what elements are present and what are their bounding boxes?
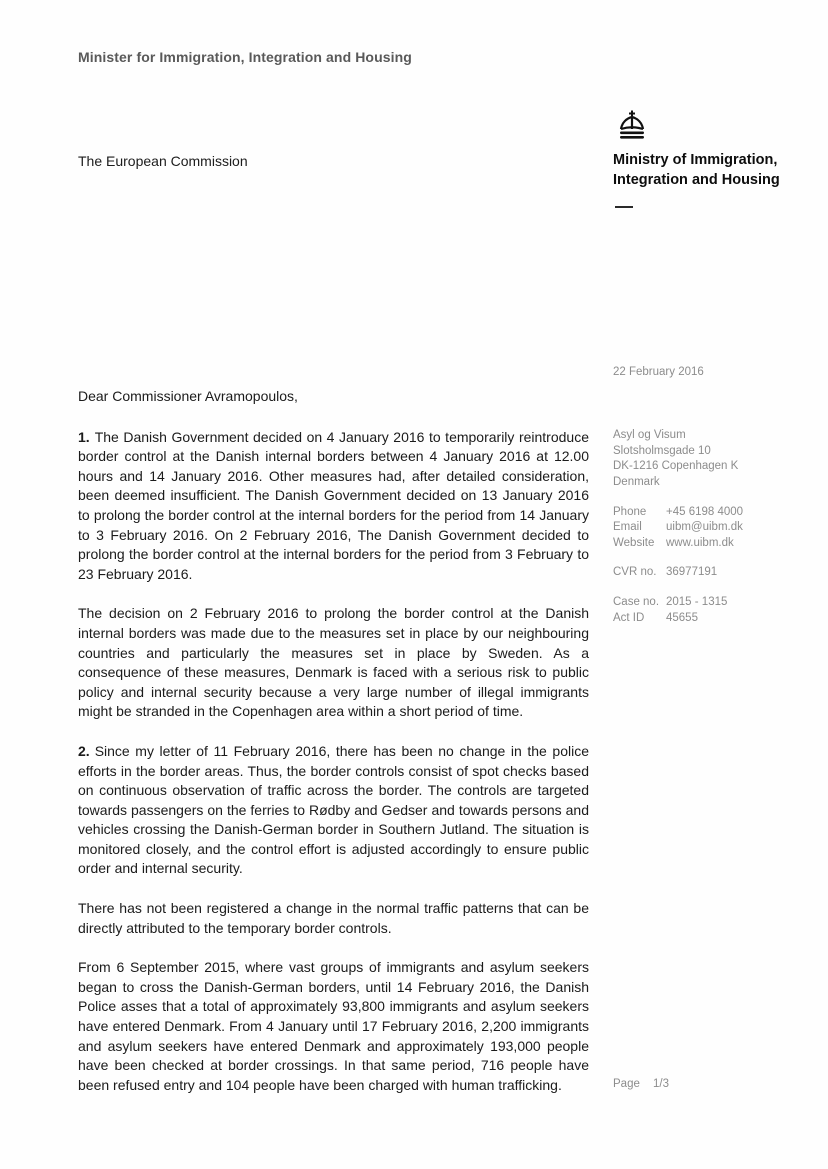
- paragraph-text: There has not been registered a change in the normal traffic patterns that can be directly attributed to the temporary border controls.: [78, 900, 589, 936]
- ministry-name-line1: Ministry of Immigration,: [613, 152, 778, 168]
- address-line: DK-1216 Copenhagen K: [613, 460, 739, 473]
- department-name: Asyl og Visum: [613, 429, 686, 441]
- contact-block: [613, 505, 798, 552]
- salutation: Dear Commissioner Avramopoulos,: [78, 388, 298, 404]
- ministry-name-line2: Integration and Housing: [613, 172, 780, 189]
- case-row: [613, 595, 798, 611]
- case-value: 2015 - 1315: [666, 596, 728, 608]
- paragraph-text: The Danish Government decided on 4 January 2016 to temporarily reintroduce border control at the Danish internal borders between 4 January 2016 at 12.00 hours and 14 January 2016. Other measures had, after detailed consideration, been deemed insufficient. The Danish Government decided on 13 January 2016 to prolong the border control at the internal borders for the period from 14 January to 3 February 2016. On 2 February 2016, The Danish Government decided to prolong the border control at the internal borders for the period from 3 February to 23 February 2016.: [78, 428, 589, 582]
- paragraph: [78, 604, 589, 722]
- contact-value: www.uibm.dk: [666, 536, 734, 549]
- sender-title: Minister for Immigration, Integration and Housing: [78, 49, 412, 65]
- letter-date: 22 February 2016: [613, 366, 704, 378]
- page-number-footer: [613, 1078, 669, 1090]
- cvr-block: [613, 565, 798, 581]
- contact-value: +45 6198 4000: [666, 505, 744, 518]
- address-line: Denmark: [613, 475, 660, 488]
- address-line: Slotsholmsgade 10: [613, 444, 711, 457]
- address-block: [613, 428, 798, 491]
- contact-value: uibm@uibm.dk: [666, 521, 743, 534]
- cvr-value: 36977191: [666, 566, 718, 579]
- act-row: [613, 611, 798, 627]
- contact-row-phone: [613, 505, 798, 521]
- contact-label: Phone: [613, 505, 647, 518]
- paragraph-number: 2.: [78, 742, 90, 759]
- paragraph-text: From 6 September 2015, where vast groups of immigrants and asylum seekers began to cross the Danish-German borders, until 14 February 2016, the Danish Police asses that a total of approximately 93,800 immigrants and asylum seekers have entered Denmark. From 4 January until 17 February 2016, 2,200 immigrants and asylum seekers have entered Denmark and approximately 193,000 people have been checked at border crossings. In that same period, 716 people have been refused entry and 104 people have been charged with human trafficking.: [78, 959, 589, 1093]
- contact-sidebar: [613, 428, 798, 640]
- cvr-label: CVR no.: [613, 566, 657, 579]
- case-block: [613, 595, 798, 626]
- paragraph: [78, 899, 589, 938]
- paragraph-text: The decision on 2 February 2016 to prolong the border control at the Danish internal borders was made due to the measures set in place by our neighbouring countries and particularly the measures set in place by Sweden. As a consequence of these measures, Denmark is faced with a serious risk to public policy and internal security because a very large number of illegal immigrants might be stranded in the Copenhagen area within a short period of time.: [78, 605, 589, 720]
- paragraph-number: 1.: [78, 428, 90, 445]
- cvr-row: [613, 565, 798, 581]
- contact-label: Website: [613, 536, 655, 549]
- page-label: Page: [613, 1078, 640, 1090]
- paragraph: [78, 958, 589, 1095]
- page-value: 1/3: [653, 1078, 669, 1090]
- contact-row-website: [613, 536, 798, 552]
- letterhead-divider: [615, 206, 633, 208]
- paragraph-text: Since my letter of 11 February 2016, there has been no change in the police efforts in the border areas. Thus, the border controls consist of spot checks based on continuous observation of traffic across the border. The controls are targeted towards passengers on the ferries to Rødby and Gedser and towards persons and vehicles crossing the Danish-German border in Southern Jutland. The situation is monitored closely, and the control effort is adjusted accordingly to ensure public order and internal security.: [78, 742, 589, 877]
- crown-icon: [615, 110, 793, 145]
- act-label: Act ID: [613, 611, 645, 624]
- letter-body: [78, 387, 589, 1095]
- paragraph: [78, 742, 589, 879]
- paragraph: [78, 428, 589, 585]
- act-value: 45655: [666, 611, 698, 624]
- ministry-name: [613, 150, 793, 191]
- ministry-letterhead: [613, 110, 793, 208]
- case-label: Case no.: [613, 596, 660, 608]
- recipient-name: The European Commission: [78, 153, 248, 169]
- contact-row-email: [613, 520, 798, 536]
- contact-label: Email: [613, 521, 642, 534]
